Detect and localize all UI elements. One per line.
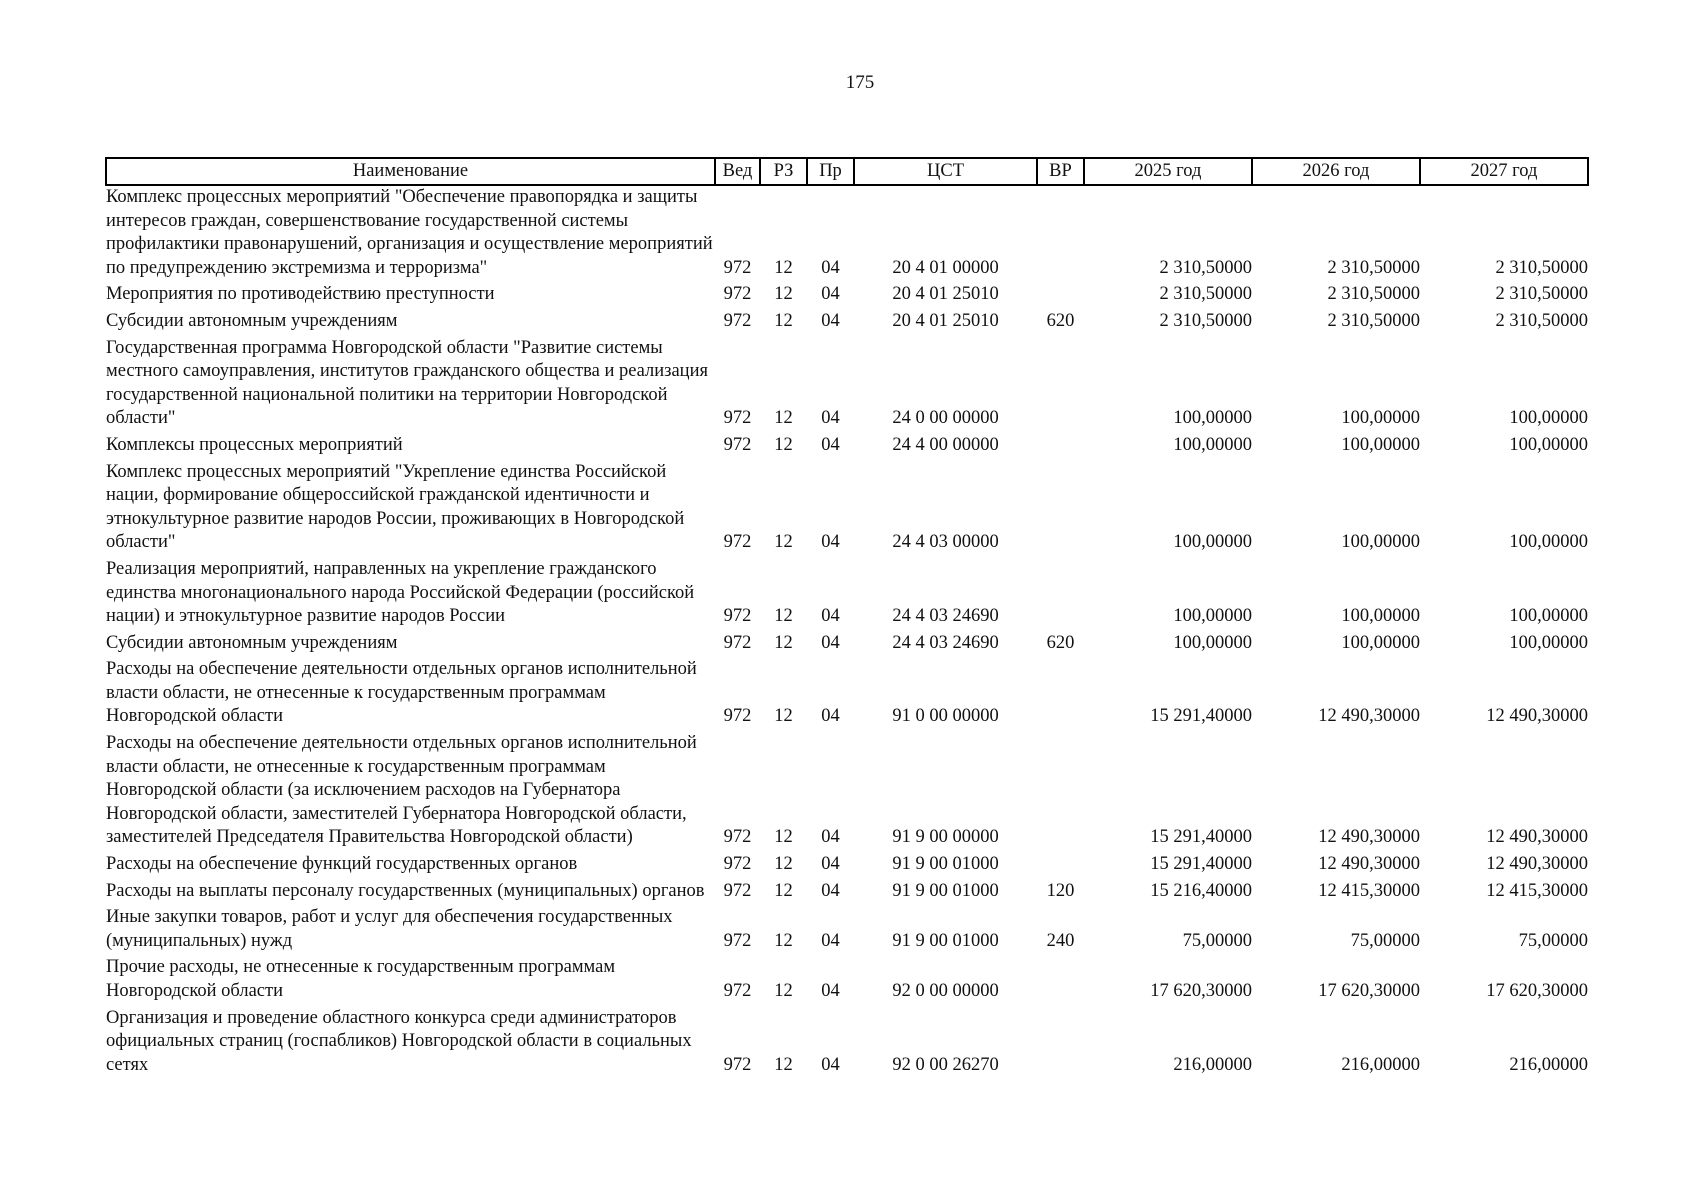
cell-name: Расходы на обеспечение деятельности отдельных органов исполнительной власти области, не отнесенные к государственным программам Новгородской области (за исключением расходов на Губернатора Новгородской области, заместителей Губернатора Новгородской области, заместителей Председателя Правительства Новгородской области) [106, 733, 697, 848]
cell-cst: 24 4 03 24690 [892, 606, 999, 627]
cell-rz: 12 [774, 606, 793, 627]
cell-2025: 15 291,40000 [1150, 706, 1252, 727]
cell-2026: 100,00000 [1341, 606, 1420, 627]
cell-vr [1037, 283, 1084, 310]
cell-rz: 12 [774, 827, 793, 848]
cell-vr [1037, 732, 1084, 853]
cell-rz: 12 [774, 1054, 793, 1075]
header-2026: 2026 год [1252, 158, 1420, 185]
cell-ved: 972 [723, 632, 752, 653]
header-2025: 2025 год [1084, 158, 1252, 185]
cell-ved: 972 [723, 880, 752, 901]
cell-ved: 972 [723, 532, 752, 553]
cell-2026: 75,00000 [1350, 930, 1420, 951]
cell-ved: 972 [723, 706, 752, 727]
cell-2026: 12 415,30000 [1318, 880, 1420, 901]
cell-vr: 120 [1046, 880, 1075, 901]
header-vr: ВР [1037, 158, 1084, 185]
cell-rz: 12 [774, 408, 793, 429]
cell-name: Расходы на обеспечение деятельности отдельных органов исполнительной власти области, не отнесенные к государственным программам Новгородской области [106, 659, 697, 727]
cell-ved: 972 [723, 310, 752, 331]
table-row [106, 185, 1588, 283]
cell-2025: 216,00000 [1173, 1054, 1252, 1075]
cell-2025: 2 310,50000 [1159, 284, 1252, 305]
cell-2026: 2 310,50000 [1327, 310, 1420, 331]
cell-2027: 12 490,30000 [1486, 706, 1588, 727]
cell-vr: 620 [1046, 310, 1075, 331]
cell-2025: 100,00000 [1173, 532, 1252, 553]
table-row [106, 732, 1588, 853]
cell-2027: 2 310,50000 [1495, 310, 1588, 331]
header-cst: ЦСТ [854, 158, 1037, 185]
table-row [106, 461, 1588, 558]
cell-2025: 100,00000 [1173, 434, 1252, 455]
cell-rz: 12 [774, 532, 793, 553]
cell-2026: 100,00000 [1341, 532, 1420, 553]
cell-rz: 12 [774, 257, 793, 278]
cell-2025: 100,00000 [1173, 632, 1252, 653]
cell-vr [1037, 558, 1084, 632]
header-pr: Пр [807, 158, 854, 185]
cell-2025: 100,00000 [1173, 408, 1252, 429]
table-row [106, 853, 1588, 880]
table-row [106, 337, 1588, 434]
cell-name: Комплексы процессных мероприятий [106, 434, 403, 455]
cell-2026: 100,00000 [1341, 408, 1420, 429]
cell-2027: 216,00000 [1509, 1054, 1588, 1075]
budget-table [105, 157, 1589, 1080]
cell-rz: 12 [774, 632, 793, 653]
cell-cst: 91 9 00 00000 [892, 827, 999, 848]
cell-name: Государственная программа Новгородской области "Развитие системы местного самоуправления, институтов гражданского общества и реализация государственной национальной политики на территории Новгородской области" [106, 337, 708, 429]
cell-pr: 04 [821, 606, 840, 627]
cell-name: Иные закупки товаров, работ и услуг для обеспечения государственных (муниципальных) нужд [106, 907, 673, 951]
cell-ved: 972 [723, 981, 752, 1001]
table-header [106, 158, 1588, 185]
cell-name: Субсидии автономным учреждениям [106, 310, 398, 331]
table-row [106, 434, 1588, 461]
cell-2026: 12 490,30000 [1318, 827, 1420, 848]
cell-ved: 972 [723, 854, 752, 875]
cell-2025: 2 310,50000 [1159, 310, 1252, 331]
cell-rz: 12 [774, 434, 793, 455]
cell-pr: 04 [821, 706, 840, 727]
cell-vr [1037, 337, 1084, 434]
cell-ved: 972 [723, 827, 752, 848]
cell-cst: 20 4 01 00000 [892, 257, 999, 278]
cell-vr: 240 [1046, 930, 1075, 951]
cell-cst: 20 4 01 25010 [892, 310, 999, 331]
cell-vr [1037, 1007, 1084, 1081]
cell-pr: 04 [821, 854, 840, 875]
cell-ved: 972 [723, 408, 752, 429]
cell-name: Расходы на обеспечение функций государственных органов [106, 854, 578, 875]
table-row [106, 283, 1588, 310]
cell-2025: 100,00000 [1173, 606, 1252, 627]
cell-pr: 04 [821, 532, 840, 553]
table-row [106, 956, 1588, 1006]
header-name: Наименование [106, 158, 715, 185]
table-row [106, 1007, 1588, 1081]
cell-ved: 972 [723, 1054, 752, 1075]
cell-2026: 100,00000 [1341, 632, 1420, 653]
cell-2026: 17 620,30000 [1318, 981, 1420, 1001]
table-body [106, 185, 1588, 1080]
cell-2025: 15 216,40000 [1150, 880, 1252, 901]
cell-pr: 04 [821, 880, 840, 901]
cell-cst: 24 4 03 24690 [892, 632, 999, 653]
table-row [106, 906, 1588, 956]
cell-ved: 972 [723, 434, 752, 455]
cell-2026: 216,00000 [1341, 1054, 1420, 1075]
cell-cst: 24 0 00 00000 [892, 408, 999, 429]
cell-name: Прочие расходы, не отнесенные к государственным программам Новгородской области [106, 957, 616, 1001]
cell-2027: 100,00000 [1509, 632, 1588, 653]
cell-2026: 12 490,30000 [1318, 854, 1420, 875]
cell-pr: 04 [821, 434, 840, 455]
cell-2025: 2 310,50000 [1159, 257, 1252, 278]
cell-pr: 04 [821, 981, 840, 1001]
cell-vr [1037, 461, 1084, 558]
cell-ved: 972 [723, 257, 752, 278]
table-row [106, 310, 1588, 337]
cell-pr: 04 [821, 284, 840, 305]
cell-cst: 91 9 00 01000 [892, 880, 999, 901]
table-row [106, 880, 1588, 907]
cell-2026: 12 490,30000 [1318, 706, 1420, 727]
table-row [106, 658, 1588, 732]
cell-rz: 12 [774, 706, 793, 727]
cell-cst: 91 9 00 01000 [892, 930, 999, 951]
cell-vr [1037, 434, 1084, 461]
cell-vr [1037, 853, 1084, 880]
cell-2027: 100,00000 [1509, 532, 1588, 553]
cell-cst: 24 4 00 00000 [892, 434, 999, 455]
cell-ved: 972 [723, 284, 752, 305]
cell-rz: 12 [774, 854, 793, 875]
cell-cst: 91 0 00 00000 [892, 706, 999, 727]
cell-2025: 75,00000 [1182, 930, 1252, 951]
cell-vr [1037, 185, 1084, 283]
cell-vr [1037, 956, 1084, 1006]
cell-pr: 04 [821, 408, 840, 429]
header-rz: РЗ [760, 158, 807, 185]
cell-pr: 04 [821, 310, 840, 331]
cell-vr [1037, 658, 1084, 732]
cell-2027: 2 310,50000 [1495, 284, 1588, 305]
cell-2026: 2 310,50000 [1327, 284, 1420, 305]
cell-pr: 04 [821, 632, 840, 653]
cell-2027: 100,00000 [1509, 408, 1588, 429]
cell-vr: 620 [1046, 632, 1075, 653]
cell-2027: 100,00000 [1509, 434, 1588, 455]
cell-rz: 12 [774, 880, 793, 901]
cell-2027: 12 490,30000 [1486, 854, 1588, 875]
cell-2027: 17 620,30000 [1486, 981, 1588, 1001]
cell-pr: 04 [821, 1054, 840, 1075]
cell-cst: 24 4 03 00000 [892, 532, 999, 553]
cell-name: Мероприятия по противодействию преступности [106, 284, 495, 305]
cell-name: Расходы на выплаты персоналу государственных (муниципальных) органов [106, 880, 705, 901]
page-number: 175 [845, 72, 875, 93]
cell-name: Субсидии автономным учреждениям [106, 632, 398, 653]
cell-cst: 92 0 00 00000 [892, 981, 999, 1001]
cell-rz: 12 [774, 310, 793, 331]
cell-ved: 972 [723, 606, 752, 627]
cell-2027: 75,00000 [1518, 930, 1588, 951]
cell-pr: 04 [821, 257, 840, 278]
header-2027: 2027 год [1420, 158, 1588, 185]
table-row [106, 558, 1588, 632]
cell-name: Организация и проведение областного конкурса среди администраторов официальных страниц (госпабликов) Новгородской области в социальных сетях [106, 1007, 692, 1075]
cell-2026: 2 310,50000 [1327, 257, 1420, 278]
cell-2025: 17 620,30000 [1150, 981, 1252, 1001]
cell-cst: 91 9 00 01000 [892, 854, 999, 875]
cell-name: Комплекс процессных мероприятий "Обеспечение правопорядка и защиты интересов граждан, совершенствование государственной системы профилактики правонарушений, организация и осуществление мероприятий по предупреждению экстремизма и терроризма" [106, 187, 713, 278]
cell-2026: 100,00000 [1341, 434, 1420, 455]
header-ved: Вед [715, 158, 760, 185]
cell-2025: 15 291,40000 [1150, 827, 1252, 848]
cell-pr: 04 [821, 827, 840, 848]
cell-rz: 12 [774, 284, 793, 305]
table-row [106, 632, 1588, 659]
cell-2027: 2 310,50000 [1495, 257, 1588, 278]
cell-rz: 12 [774, 930, 793, 951]
cell-ved: 972 [723, 930, 752, 951]
cell-2027: 100,00000 [1509, 606, 1588, 627]
cell-rz: 12 [774, 981, 793, 1001]
cell-cst: 92 0 00 26270 [892, 1054, 999, 1075]
cell-2025: 15 291,40000 [1150, 854, 1252, 875]
cell-name: Комплекс процессных мероприятий "Укрепление единства Российской нации, формирование общероссийской гражданской идентичности и этнокультурное развитие народов России, проживающих в Новгородской области" [106, 461, 685, 553]
cell-pr: 04 [821, 930, 840, 951]
cell-cst: 20 4 01 25010 [892, 284, 999, 305]
cell-2027: 12 415,30000 [1486, 880, 1588, 901]
cell-name: Реализация мероприятий, направленных на укрепление гражданского единства многонационального народа Российской Федерации (российской нации) и этнокультурное развитие народов России [106, 558, 695, 627]
cell-2027: 12 490,30000 [1486, 827, 1588, 848]
